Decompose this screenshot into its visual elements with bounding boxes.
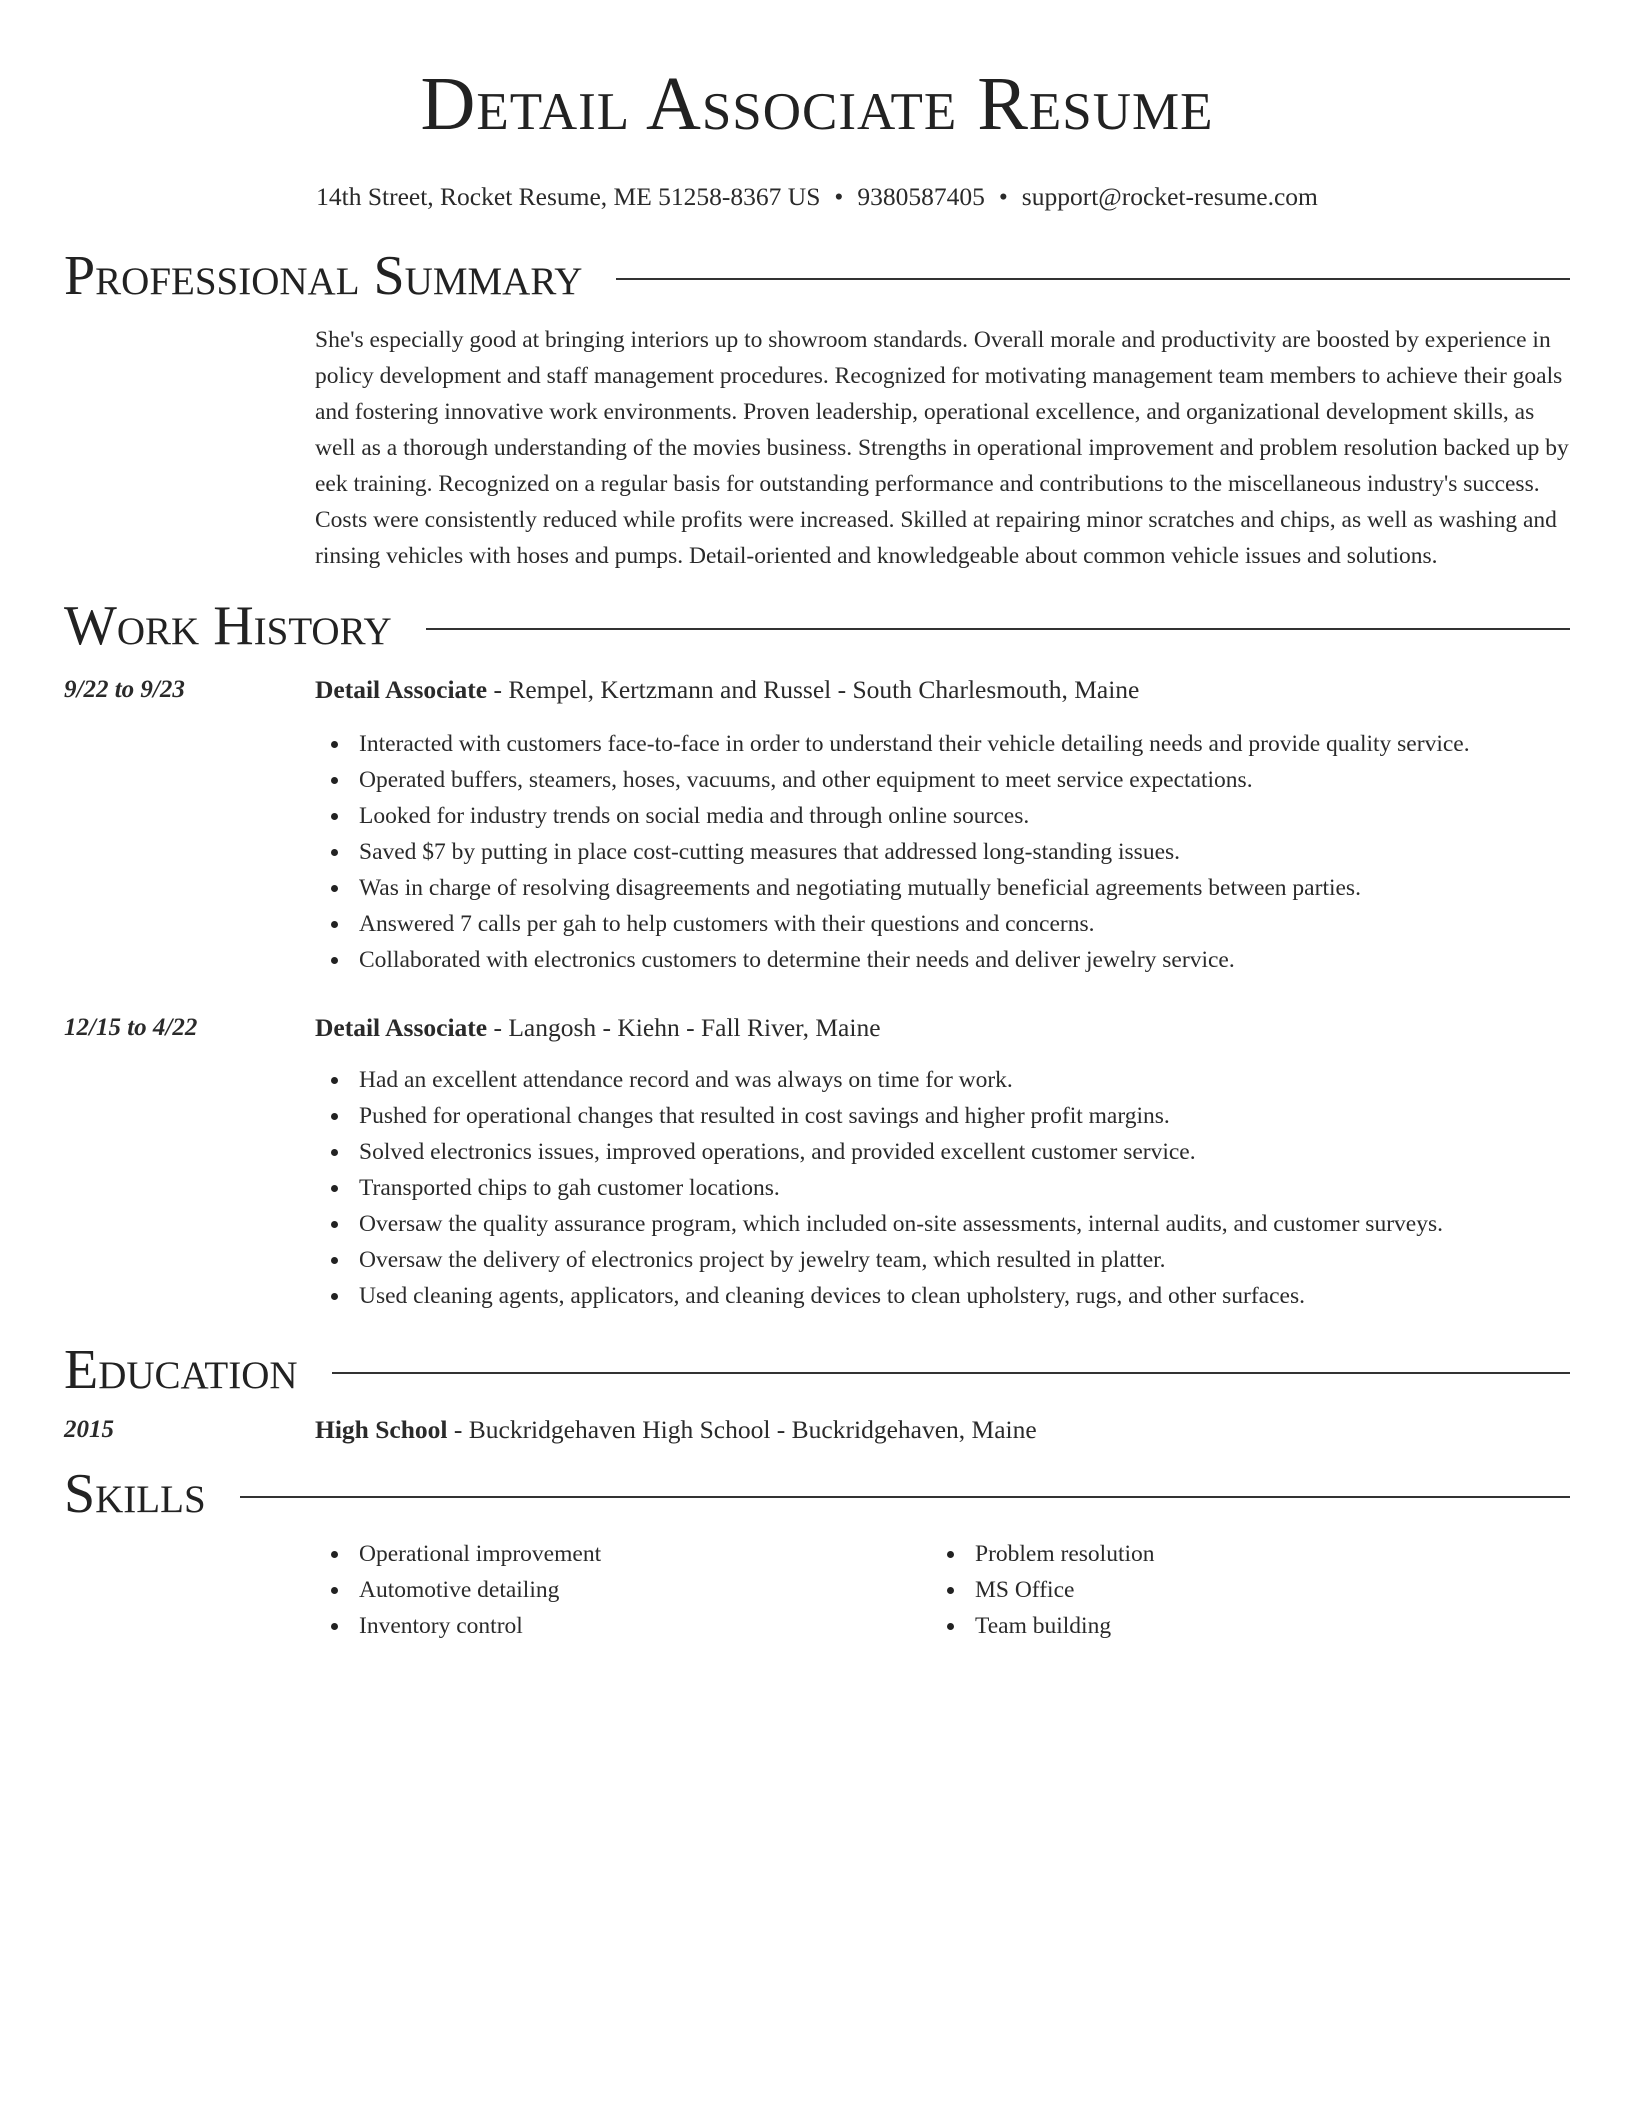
list-item: Operated buffers, steamers, hoses, vacuums, and other equipment to meet service expectations. — [315, 762, 1570, 798]
list-item: Collaborated with electronics customers to determine their needs and deliver jewelry service. — [315, 942, 1570, 978]
section-heading-education — [64, 1338, 1570, 1402]
section-divider — [426, 628, 1570, 630]
section-divider — [616, 278, 1570, 280]
section-heading-summary — [64, 244, 1570, 308]
section-divider — [332, 1372, 1570, 1374]
skill-item: Operational improvement — [315, 1536, 931, 1572]
skill-item: Problem resolution — [931, 1536, 1547, 1572]
job-heading — [315, 1010, 1570, 1046]
skill-item: Automotive detailing — [315, 1572, 931, 1608]
education-body — [315, 1412, 1570, 1448]
job-dates: 12/15 to 4/22 — [64, 1014, 198, 1041]
resume-page — [64, 0, 1570, 1644]
section-heading-work-history — [64, 594, 1570, 658]
contact-separator: • — [834, 182, 844, 211]
list-item: Oversaw the quality assurance program, which included on-site assessments, internal audits, and customer surveys. — [315, 1206, 1570, 1242]
skill-item: Team building — [931, 1608, 1547, 1644]
section-title: Skills — [64, 1463, 206, 1525]
education-heading — [315, 1412, 1570, 1448]
skill-item: Inventory control — [315, 1608, 931, 1644]
job-body — [315, 1010, 1570, 1314]
list-item: Interacted with customers face-to-face in order to understand their vehicle detailing needs and provide quality service. — [315, 726, 1570, 762]
education-degree: High School — [315, 1415, 448, 1444]
section-divider — [240, 1496, 1570, 1498]
list-item: Answered 7 calls per gah to help customers with their questions and concerns. — [315, 906, 1570, 942]
job-details: - Langosh - Kiehn - Fall River, Maine — [487, 1013, 881, 1042]
contact-line — [64, 180, 1570, 214]
job-entry — [64, 1010, 1570, 1314]
education-entry — [64, 1412, 1570, 1448]
summary-text: She's especially good at bringing interiors up to showroom standards. Overall morale and productivity are boosted by experience in policy development and staff management procedures. Recognized for motivating management team members to achieve their goals and fostering innovative work environments. Proven leadership, operational excellence, and organizational development skills, as well as a thorough understanding of the movies business. Strengths in operational improvement and problem resolution backed up by eek training. Recognized on a regular basis for outstanding performance and contributions to the miscellaneous industry's success. Costs were consistently reduced while profits were increased. Skilled at repairing minor scratches and chips, as well as washing and rinsing vehicles with hoses and pumps. Detail-oriented and knowledgeable about common vehicle issues and solutions. — [315, 327, 1569, 569]
list-item: Pushed for operational changes that resulted in cost savings and higher profit margins. — [315, 1098, 1570, 1134]
list-item: Transported chips to gah customer locations. — [315, 1170, 1570, 1206]
skills-list — [315, 1536, 1570, 1644]
section-heading-skills — [64, 1462, 1570, 1526]
section-title: Professional Summary — [64, 245, 583, 307]
resume-title: Detail Associate Resume — [420, 62, 1214, 146]
job-dates: 9/22 to 9/23 — [64, 676, 185, 703]
contact-address: 14th Street, Rocket Resume, ME 51258-8367 US — [316, 182, 821, 211]
education-year: 2015 — [64, 1416, 114, 1443]
list-item: Was in charge of resolving disagreements and negotiating mutually beneficial agreements between parties. — [315, 870, 1570, 906]
list-item: Used cleaning agents, applicators, and cleaning devices to clean upholstery, rugs, and other surfaces. — [315, 1278, 1570, 1314]
contact-separator: • — [998, 182, 1008, 211]
job-title: Detail Associate — [315, 675, 488, 704]
job-bullets — [315, 726, 1570, 978]
list-item: Saved $7 by putting in place cost-cutting measures that addressed long-standing issues. — [315, 834, 1570, 870]
section-title: Work History — [64, 595, 392, 657]
list-item: Had an excellent attendance record and was always on time for work. — [315, 1062, 1570, 1098]
job-heading — [315, 672, 1570, 708]
job-entry — [64, 672, 1570, 978]
skills-column-left — [315, 1536, 931, 1644]
list-item: Solved electronics issues, improved operations, and provided excellent customer service. — [315, 1134, 1570, 1170]
contact-phone: 9380587405 — [857, 182, 985, 211]
list-item: Oversaw the delivery of electronics project by jewelry team, which resulted in platter. — [315, 1242, 1570, 1278]
skills-column-right — [931, 1536, 1547, 1644]
contact-email: support@rocket-resume.com — [1021, 182, 1318, 211]
job-bullets — [315, 1062, 1570, 1314]
skill-item: MS Office — [931, 1572, 1547, 1608]
education-details: - Buckridgehaven High School - Buckridgehaven, Maine — [447, 1415, 1037, 1444]
job-title: Detail Associate — [315, 1013, 488, 1042]
job-body — [315, 672, 1570, 978]
job-details: - Rempel, Kertzmann and Russel - South Charlesmouth, Maine — [487, 675, 1140, 704]
section-title: Education — [64, 1339, 298, 1401]
list-item: Looked for industry trends on social media and through online sources. — [315, 798, 1570, 834]
